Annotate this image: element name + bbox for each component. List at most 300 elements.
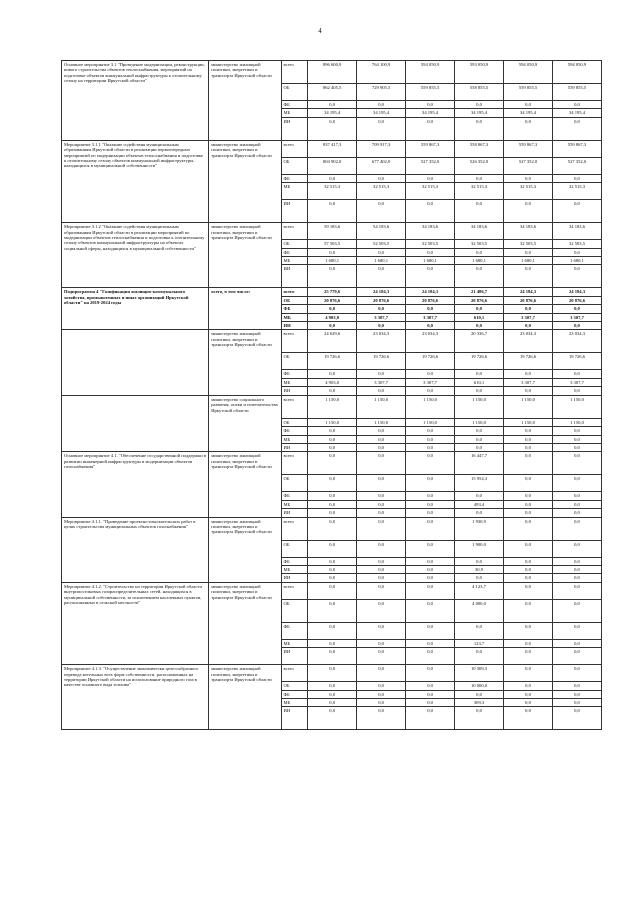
amount-cell: 0,0 bbox=[552, 509, 601, 517]
amount-cell: 24 184,3 bbox=[552, 288, 601, 296]
executor-name: министерство жилищной политики, энергетики и транспорта Иркутской области bbox=[209, 330, 281, 395]
amount-cell: 0,0 bbox=[552, 101, 601, 109]
amount-cell: 0,0 bbox=[357, 443, 406, 451]
amount-cell: 0,0 bbox=[357, 557, 406, 565]
amount-cell: 0,0 bbox=[308, 639, 357, 647]
amount-cell: 0,0 bbox=[504, 622, 553, 639]
amount-cell: 32 515,3 bbox=[455, 183, 504, 200]
amount-cell: 19 726,6 bbox=[504, 353, 553, 370]
amount-cell: 0,0 bbox=[406, 117, 455, 140]
amount-cell: 593 050,9 bbox=[455, 61, 504, 84]
amount-cell: 309,3 bbox=[455, 698, 504, 706]
amount-cell: 0,0 bbox=[504, 582, 553, 599]
funding-source: ФБ bbox=[281, 305, 308, 313]
amount-cell: 0,0 bbox=[504, 648, 553, 665]
amount-cell: 0,0 bbox=[504, 305, 553, 313]
measure-name: Мероприятие 4.1.3. "Осуществление экономически целесообразного перевода котельных всех форм собственности, расположенных на территории Иркутской области на использование природного газа в качестве основного вида топлива" bbox=[62, 665, 209, 730]
amount-cell: 559 855,5 bbox=[552, 84, 601, 101]
amount-cell: 32 503,5 bbox=[504, 240, 553, 248]
amount-cell: 0,0 bbox=[357, 690, 406, 698]
amount-cell: 0,0 bbox=[357, 492, 406, 500]
amount-cell: 0,0 bbox=[552, 200, 601, 223]
amount-cell: 0,0 bbox=[357, 639, 406, 647]
measure-name bbox=[62, 395, 209, 452]
amount-cell: 0,0 bbox=[552, 387, 601, 395]
amount-cell: 0,0 bbox=[504, 387, 553, 395]
measure-name: Мероприятие 4.1.1. "Проведение проектно-изыскательских работ в целях строительства муниципальных объектов газоснабжения" bbox=[62, 517, 209, 582]
funding-source: ОБ bbox=[281, 682, 308, 690]
executor-name: министерство жилищной политики, энергетики и транспорта Иркутской области bbox=[209, 665, 281, 730]
amount-cell: 10 000,0 bbox=[455, 682, 504, 690]
amount-cell: 0,0 bbox=[357, 698, 406, 706]
funding-source: ОБ bbox=[281, 157, 308, 174]
amount-cell: 0,0 bbox=[406, 427, 455, 435]
amount-cell: 0,0 bbox=[308, 174, 357, 182]
amount-cell: 0,0 bbox=[455, 370, 504, 378]
amount-cell: 0,0 bbox=[552, 370, 601, 378]
funding-source: МБ bbox=[281, 435, 308, 443]
amount-cell: 0,0 bbox=[455, 200, 504, 223]
amount-cell: 0,0 bbox=[357, 387, 406, 395]
amount-cell: 0,0 bbox=[406, 265, 455, 288]
amount-cell: 1 150,0 bbox=[504, 395, 553, 418]
amount-cell: 0,0 bbox=[455, 322, 504, 330]
funding-source: ФБ bbox=[281, 101, 308, 109]
funding-source: ФБ bbox=[281, 248, 308, 256]
amount-cell: 0,0 bbox=[552, 557, 601, 565]
amount-cell: 0,0 bbox=[552, 435, 601, 443]
amount-cell: 0,0 bbox=[552, 500, 601, 508]
amount-cell: 24 184,3 bbox=[357, 288, 406, 296]
amount-cell: 0,0 bbox=[308, 565, 357, 573]
amount-cell: 0,0 bbox=[308, 443, 357, 451]
amount-cell: 1 680,1 bbox=[357, 257, 406, 265]
amount-cell: 0,0 bbox=[357, 475, 406, 492]
amount-cell: 20 876,6 bbox=[357, 296, 406, 304]
amount-cell: 0,0 bbox=[455, 574, 504, 582]
amount-cell: 0,0 bbox=[406, 492, 455, 500]
funding-source: ОБ bbox=[281, 240, 308, 248]
amount-cell: 24 184,3 bbox=[504, 288, 553, 296]
funding-source: ОБ bbox=[281, 353, 308, 370]
funding-source: всего bbox=[281, 582, 308, 599]
amount-cell: 4 123,7 bbox=[455, 582, 504, 599]
amount-cell: 0,0 bbox=[357, 540, 406, 557]
amount-cell: 0,0 bbox=[504, 500, 553, 508]
amount-cell: 0,0 bbox=[308, 500, 357, 508]
amount-cell: 32 515,3 bbox=[406, 183, 455, 200]
amount-cell: 526 352,0 bbox=[455, 157, 504, 174]
amount-cell: 0,0 bbox=[308, 682, 357, 690]
funding-source: ИИ bbox=[281, 387, 308, 395]
amount-cell: 0,0 bbox=[406, 322, 455, 330]
amount-cell: 54 183,6 bbox=[357, 223, 406, 240]
funding-source: всего bbox=[281, 517, 308, 540]
funding-source: МБ bbox=[281, 313, 308, 321]
amount-cell: 558 855,5 bbox=[455, 84, 504, 101]
amount-cell: 0,0 bbox=[308, 574, 357, 582]
executor-name: министерство жилищной политики, энергетики и транспорта Иркутской области bbox=[209, 582, 281, 664]
amount-cell: 20 876,6 bbox=[406, 296, 455, 304]
amount-cell: 0,0 bbox=[357, 599, 406, 622]
amount-cell: 24 629,6 bbox=[308, 330, 357, 353]
amount-cell: 0,0 bbox=[308, 427, 357, 435]
amount-cell: 0,0 bbox=[357, 574, 406, 582]
table-row bbox=[62, 395, 602, 418]
executor-name: министерство жилищной политики, энергетики и транспорта Иркутской области bbox=[209, 452, 281, 517]
amount-cell: 0,0 bbox=[308, 517, 357, 540]
funding-source: МБ bbox=[281, 500, 308, 508]
amount-cell: 3 307,7 bbox=[504, 313, 553, 321]
amount-cell: 0,0 bbox=[455, 443, 504, 451]
amount-cell: 34 195,4 bbox=[455, 109, 504, 117]
amount-cell: 0,0 bbox=[406, 622, 455, 639]
executor-name: министерство жилищной политики, энергетики и транспорта Иркутской области bbox=[209, 517, 281, 582]
amount-cell: 0,0 bbox=[552, 305, 601, 313]
amount-cell: 0,0 bbox=[504, 475, 553, 492]
amount-cell: 0,0 bbox=[357, 174, 406, 182]
amount-cell: 493,4 bbox=[455, 500, 504, 508]
amount-cell: 0,0 bbox=[552, 698, 601, 706]
amount-cell: 0,0 bbox=[406, 707, 455, 730]
amount-cell: 0,0 bbox=[455, 427, 504, 435]
amount-cell: 0,0 bbox=[455, 248, 504, 256]
table-row bbox=[62, 665, 602, 682]
amount-cell: 0,0 bbox=[455, 557, 504, 565]
amount-cell: 3 307,7 bbox=[406, 313, 455, 321]
amount-cell: 559 867,3 bbox=[504, 140, 553, 157]
amount-cell: 0,0 bbox=[504, 443, 553, 451]
amount-cell: 0,0 bbox=[357, 101, 406, 109]
amount-cell: 3 307,7 bbox=[552, 313, 601, 321]
amount-cell: 0,0 bbox=[504, 117, 553, 140]
amount-cell: 0,0 bbox=[406, 101, 455, 109]
amount-cell: 837 417,3 bbox=[308, 140, 357, 157]
amount-cell: 32 503,5 bbox=[406, 240, 455, 248]
funding-source: ИИ bbox=[281, 322, 308, 330]
amount-cell: 0,0 bbox=[308, 117, 357, 140]
amount-cell: 0,0 bbox=[308, 200, 357, 223]
amount-cell: 0,0 bbox=[552, 475, 601, 492]
amount-cell: 0,0 bbox=[455, 690, 504, 698]
amount-cell: 0,0 bbox=[552, 582, 601, 599]
amount-cell: 59 183,6 bbox=[308, 223, 357, 240]
amount-cell: 19 726,6 bbox=[357, 353, 406, 370]
amount-cell: 764 100,9 bbox=[357, 61, 406, 84]
amount-cell: 0,0 bbox=[406, 435, 455, 443]
amount-cell: 0,0 bbox=[308, 370, 357, 378]
amount-cell: 21 486,7 bbox=[455, 288, 504, 296]
amount-cell: 16 447,7 bbox=[455, 452, 504, 475]
funding-source: ФБ bbox=[281, 370, 308, 378]
amount-cell: 34 183,6 bbox=[406, 223, 455, 240]
amount-cell: 0,0 bbox=[455, 117, 504, 140]
amount-cell: 527 352,0 bbox=[406, 157, 455, 174]
amount-cell: 0,0 bbox=[552, 427, 601, 435]
amount-cell: 0,0 bbox=[455, 101, 504, 109]
amount-cell: 0,0 bbox=[455, 492, 504, 500]
amount-cell: 0,0 bbox=[552, 622, 601, 639]
amount-cell: 0,0 bbox=[308, 540, 357, 557]
funding-source: ИИ bbox=[281, 200, 308, 223]
amount-cell: 32 503,5 bbox=[455, 240, 504, 248]
amount-cell: 0,0 bbox=[406, 582, 455, 599]
amount-cell: 0,0 bbox=[308, 557, 357, 565]
amount-cell: 0,0 bbox=[504, 707, 553, 730]
amount-cell: 32 515,3 bbox=[552, 183, 601, 200]
amount-cell: 34 183,6 bbox=[552, 223, 601, 240]
table-row bbox=[62, 288, 602, 296]
funding-source: МБ bbox=[281, 639, 308, 647]
amount-cell: 20 876,6 bbox=[504, 296, 553, 304]
amount-cell: 23 034,3 bbox=[406, 330, 455, 353]
funding-source: ОБ bbox=[281, 296, 308, 304]
amount-cell: 0,0 bbox=[552, 707, 601, 730]
amount-cell: 0,0 bbox=[406, 200, 455, 223]
amount-cell: 0,0 bbox=[504, 557, 553, 565]
amount-cell: 32 515,3 bbox=[308, 183, 357, 200]
amount-cell: 0,0 bbox=[406, 557, 455, 565]
amount-cell: 0,0 bbox=[552, 492, 601, 500]
amount-cell: 4 903,0 bbox=[308, 313, 357, 321]
amount-cell: 527 352,0 bbox=[504, 157, 553, 174]
amount-cell: 862 405,5 bbox=[308, 84, 357, 101]
amount-cell: 0,0 bbox=[455, 387, 504, 395]
amount-cell: 610,1 bbox=[455, 313, 504, 321]
funding-source: ОБ bbox=[281, 540, 308, 557]
amount-cell: 20 876,6 bbox=[552, 296, 601, 304]
amount-cell: 19 726,6 bbox=[308, 353, 357, 370]
amount-cell: 0,0 bbox=[357, 305, 406, 313]
executor-name: министерство жилищной политики, энергетики и транспорта Иркутской области bbox=[209, 140, 281, 222]
amount-cell: 0,0 bbox=[455, 265, 504, 288]
executor-name: всего, в том числе: bbox=[209, 288, 281, 330]
amount-cell: 0,0 bbox=[308, 622, 357, 639]
funding-source: ИИ bbox=[281, 117, 308, 140]
measure-name: Мероприятие 3.1.2 "Оказание содействия муниципальным образованиям Иркутской области в реализации мероприятий по модернизации объектов теплоснабжения и подготовка к отопительному сезону объектов коммунальной инфраструктуры на объектах социальной сферы, находящихся в муниципальной собственности" bbox=[62, 223, 209, 288]
amount-cell: 0,0 bbox=[552, 117, 601, 140]
amount-cell: 34 183,6 bbox=[455, 223, 504, 240]
amount-cell: 0,0 bbox=[406, 174, 455, 182]
amount-cell: 0,0 bbox=[504, 698, 553, 706]
amount-cell: 1 150,0 bbox=[406, 395, 455, 418]
amount-cell: 1 680,1 bbox=[308, 257, 357, 265]
amount-cell: 1 150,0 bbox=[308, 395, 357, 418]
amount-cell: 0,0 bbox=[357, 665, 406, 682]
funding-source: ОБ bbox=[281, 475, 308, 492]
amount-cell: 0,0 bbox=[504, 565, 553, 573]
amount-cell: 0,0 bbox=[504, 174, 553, 182]
funding-source: ИИ bbox=[281, 648, 308, 665]
amount-cell: 0,0 bbox=[308, 435, 357, 443]
amount-cell: 0,0 bbox=[406, 565, 455, 573]
amount-cell: 30,9 bbox=[455, 565, 504, 573]
amount-cell: 20 876,6 bbox=[308, 296, 357, 304]
measure-name: Мероприятие 3.1.1 "Оказание содействия муниципальным образованиям Иркутской области в реализации первоочередных мероприятий по модернизации объектов теплоснабжения и подготовке к отопительному сезону объектов коммунальной инфраструктуры, находящихся в муниципальной собственности" bbox=[62, 140, 209, 222]
amount-cell: 52 503,5 bbox=[357, 240, 406, 248]
funding-source: ОБ bbox=[281, 599, 308, 622]
funding-source: всего bbox=[281, 61, 308, 84]
amount-cell: 0,0 bbox=[504, 639, 553, 647]
executor-name: министерство жилищной политики, энергетики и транспорта Иркутской области bbox=[209, 223, 281, 288]
amount-cell: 0,0 bbox=[406, 682, 455, 690]
funding-source: ФБ bbox=[281, 427, 308, 435]
amount-cell: 0,0 bbox=[504, 690, 553, 698]
amount-cell: 0,0 bbox=[406, 698, 455, 706]
amount-cell: 0,0 bbox=[504, 665, 553, 682]
amount-cell: 0,0 bbox=[455, 707, 504, 730]
amount-cell: 0,0 bbox=[357, 682, 406, 690]
table-row bbox=[62, 517, 602, 540]
amount-cell: 0,0 bbox=[357, 435, 406, 443]
table-row bbox=[62, 330, 602, 353]
amount-cell: 20 876,6 bbox=[455, 296, 504, 304]
amount-cell: 0,0 bbox=[357, 582, 406, 599]
amount-cell: 3 307,7 bbox=[406, 378, 455, 386]
amount-cell: 709 917,3 bbox=[357, 140, 406, 157]
amount-cell: 0,0 bbox=[552, 443, 601, 451]
table-row bbox=[62, 140, 602, 157]
measure-name: Подпрограмма 4 "Газификация жилищно-коммунального хозяйства, промышленных и иных организаций Иркутской области" на 2019-2024 годы bbox=[62, 288, 209, 330]
amount-cell: 1 150,0 bbox=[552, 418, 601, 426]
amount-cell: 594 050,9 bbox=[552, 61, 601, 84]
amount-cell: 1 680,1 bbox=[455, 257, 504, 265]
amount-cell: 0,0 bbox=[357, 265, 406, 288]
amount-cell: 0,0 bbox=[552, 665, 601, 682]
funding-source: ФБ bbox=[281, 622, 308, 639]
amount-cell: 1 680,1 bbox=[406, 257, 455, 265]
amount-cell: 0,0 bbox=[504, 200, 553, 223]
amount-cell: 25 779,6 bbox=[308, 288, 357, 296]
amount-cell: 0,0 bbox=[406, 500, 455, 508]
amount-cell: 0,0 bbox=[357, 648, 406, 665]
measure-name: Мероприятие 4.1.2. "Строительство на территории Иркутской области внутрипоселковых газораспределительных сетей, находящихся в муниципальной собственности, за исключением населенных пунктов, расположенных в сельской местности" bbox=[62, 582, 209, 664]
funding-source: всего bbox=[281, 288, 308, 296]
amount-cell: 32 515,3 bbox=[357, 183, 406, 200]
amount-cell: 23 034,3 bbox=[504, 330, 553, 353]
amount-cell: 0,0 bbox=[308, 387, 357, 395]
funding-source: ИИ bbox=[281, 509, 308, 517]
amount-cell: 1 900,0 bbox=[455, 540, 504, 557]
amount-cell: 0,0 bbox=[455, 622, 504, 639]
amount-cell: 1 150,0 bbox=[357, 395, 406, 418]
amount-cell: 558 867,3 bbox=[455, 140, 504, 157]
amount-cell: 0,0 bbox=[406, 387, 455, 395]
amount-cell: 1 150,0 bbox=[308, 418, 357, 426]
amount-cell: 57 503,5 bbox=[308, 240, 357, 248]
amount-cell: 0,0 bbox=[357, 322, 406, 330]
amount-cell: 19 726,6 bbox=[406, 353, 455, 370]
amount-cell: 0,0 bbox=[406, 370, 455, 378]
funding-source: МБ bbox=[281, 698, 308, 706]
amount-cell: 15 954,3 bbox=[455, 475, 504, 492]
amount-cell: 0,0 bbox=[308, 582, 357, 599]
amount-cell: 527 352,0 bbox=[552, 157, 601, 174]
amount-cell: 0,0 bbox=[552, 565, 601, 573]
amount-cell: 0,0 bbox=[308, 101, 357, 109]
executor-name: министерство социального развития, опеки и попечительства Иркутской области bbox=[209, 395, 281, 452]
measure-name: Основное мероприятие 3.1 "Проведение модернизации, реконструкции, нового строительства объектов теплоснабжения, мероприятий по подготовке объектов коммунальной инфраструктуры к отопительному сезону на территории Иркутской области" bbox=[62, 61, 209, 141]
funding-source: МБ bbox=[281, 109, 308, 117]
amount-cell: 3 307,7 bbox=[504, 378, 553, 386]
amount-cell: 0,0 bbox=[455, 509, 504, 517]
amount-cell: 34 195,4 bbox=[357, 109, 406, 117]
amount-cell: 0,0 bbox=[406, 574, 455, 582]
amount-cell: 559 855,5 bbox=[406, 84, 455, 101]
amount-cell: 10 309,3 bbox=[455, 665, 504, 682]
executor-name: министерство жилищной политики, энергетики и транспорта Иркутской области bbox=[209, 61, 281, 141]
amount-cell: 0,0 bbox=[552, 540, 601, 557]
funding-source: ИИ bbox=[281, 443, 308, 451]
amount-cell: 0,0 bbox=[308, 599, 357, 622]
amount-cell: 0,0 bbox=[406, 690, 455, 698]
amount-cell: 0,0 bbox=[308, 265, 357, 288]
funding-source: ФБ bbox=[281, 690, 308, 698]
amount-cell: 0,0 bbox=[406, 443, 455, 451]
amount-cell: 729 905,5 bbox=[357, 84, 406, 101]
amount-cell: 19 726,6 bbox=[455, 353, 504, 370]
amount-cell: 0,0 bbox=[504, 435, 553, 443]
amount-cell: 559 855,5 bbox=[504, 84, 553, 101]
amount-cell: 0,0 bbox=[308, 690, 357, 698]
amount-cell: 32 515,3 bbox=[504, 183, 553, 200]
funding-source: всего bbox=[281, 395, 308, 418]
amount-cell: 1 150,0 bbox=[455, 418, 504, 426]
amount-cell: 0,0 bbox=[406, 665, 455, 682]
amount-cell: 23 034,3 bbox=[357, 330, 406, 353]
amount-cell: 0,0 bbox=[552, 639, 601, 647]
amount-cell: 23 034,3 bbox=[552, 330, 601, 353]
amount-cell: 0,0 bbox=[455, 174, 504, 182]
amount-cell: 0,0 bbox=[406, 648, 455, 665]
amount-cell: 1 930,9 bbox=[455, 517, 504, 540]
amount-cell: 0,0 bbox=[406, 475, 455, 492]
amount-cell: 34 195,4 bbox=[552, 109, 601, 117]
amount-cell: 0,0 bbox=[504, 265, 553, 288]
amount-cell: 0,0 bbox=[308, 492, 357, 500]
amount-cell: 4 903,0 bbox=[308, 378, 357, 386]
funding-source: МБ bbox=[281, 183, 308, 200]
amount-cell: 0,0 bbox=[357, 117, 406, 140]
amount-cell: 1 150,0 bbox=[552, 395, 601, 418]
amount-cell: 594 050,9 bbox=[504, 61, 553, 84]
financing-table bbox=[61, 60, 602, 730]
amount-cell: 20 336,7 bbox=[455, 330, 504, 353]
amount-cell: 0,0 bbox=[504, 452, 553, 475]
amount-cell: 0,0 bbox=[357, 509, 406, 517]
amount-cell: 0,0 bbox=[308, 509, 357, 517]
amount-cell: 0,0 bbox=[552, 248, 601, 256]
amount-cell: 0,0 bbox=[308, 648, 357, 665]
amount-cell: 0,0 bbox=[504, 248, 553, 256]
amount-cell: 0,0 bbox=[552, 174, 601, 182]
table-row bbox=[62, 582, 602, 599]
amount-cell: 0,0 bbox=[552, 682, 601, 690]
amount-cell: 0,0 bbox=[504, 574, 553, 582]
amount-cell: 610,1 bbox=[455, 378, 504, 386]
amount-cell: 0,0 bbox=[308, 248, 357, 256]
page-number: 4 bbox=[318, 27, 322, 35]
amount-cell: 559 867,3 bbox=[552, 140, 601, 157]
amount-cell: 34 195,4 bbox=[504, 109, 553, 117]
amount-cell: 34 195,4 bbox=[308, 109, 357, 117]
amount-cell: 0,0 bbox=[504, 517, 553, 540]
amount-cell: 0,0 bbox=[504, 492, 553, 500]
amount-cell: 0,0 bbox=[406, 599, 455, 622]
amount-cell: 1 150,0 bbox=[504, 418, 553, 426]
amount-cell: 0,0 bbox=[406, 540, 455, 557]
measure-name: Основное мероприятие 4.1. "Обеспечение государственной поддержки в развитии инженерной инфраструктуры и модернизации объектов газоснабжения" bbox=[62, 452, 209, 517]
